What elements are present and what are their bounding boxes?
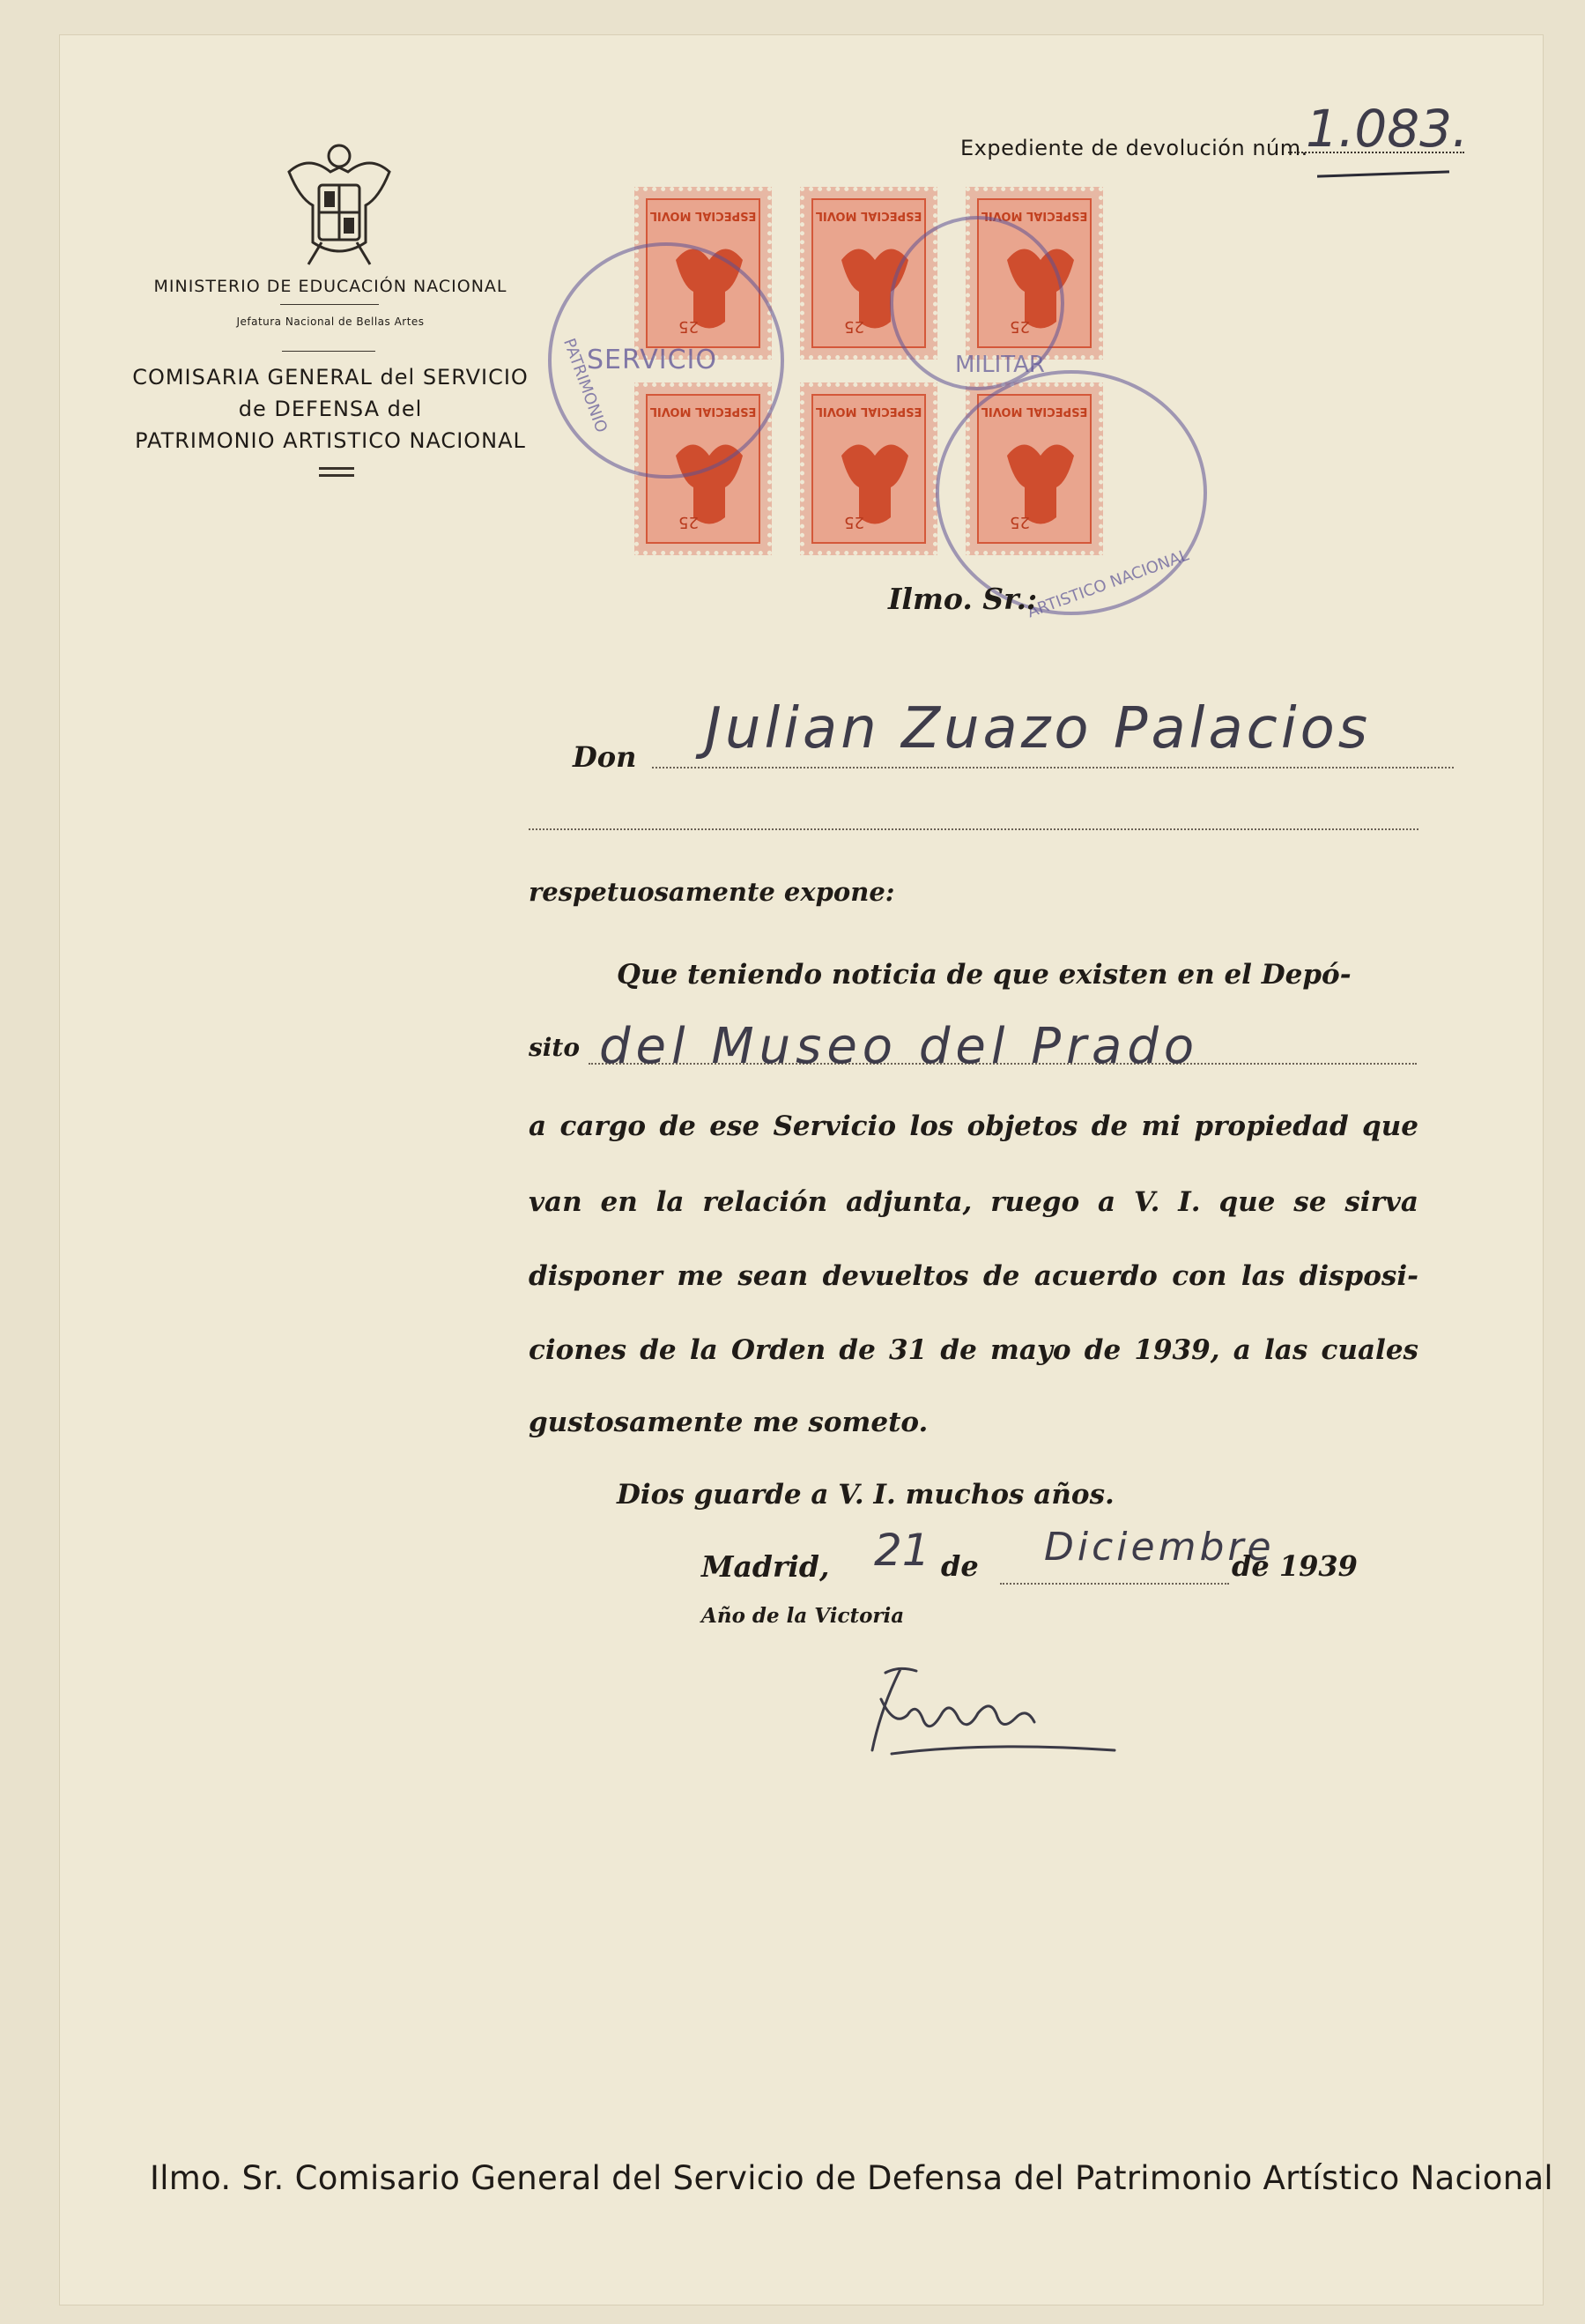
double-rule bbox=[319, 474, 354, 477]
applicant-dotted-line-2 bbox=[529, 828, 1418, 830]
intro-text: respetuosamente expone: bbox=[529, 877, 895, 907]
stamp-label: ESPECIAL MOVIL bbox=[649, 405, 757, 418]
body-line: Que teniendo noticia de que existen en el Depó- bbox=[617, 959, 1352, 991]
deposit-handwritten: del Museo del Prado bbox=[599, 1018, 1200, 1075]
date-de: de bbox=[941, 1549, 979, 1583]
seal-text: ARTISTICO NACIONAL bbox=[1025, 546, 1192, 622]
seal-text: MILITAR bbox=[955, 352, 1045, 378]
body-line: ciones de la Orden de 31 de mayo de 1939, a las cuales bbox=[529, 1334, 1418, 1366]
stamp-value: 25 bbox=[678, 513, 699, 531]
stamp-label: ESPECIAL MOVIL bbox=[815, 405, 922, 418]
double-rule bbox=[319, 467, 354, 470]
cancellation-seal bbox=[890, 216, 1064, 390]
body-line: a cargo de ese Servicio los objetos de mi propiedad que bbox=[529, 1110, 1418, 1142]
stamp-value: 25 bbox=[1010, 317, 1030, 336]
body-line: sito bbox=[529, 1033, 581, 1062]
stamp-label: ESPECIAL MOVIL bbox=[981, 405, 1088, 418]
date-year: de 1939 bbox=[1232, 1549, 1358, 1583]
signature bbox=[846, 1646, 1145, 1761]
ministry-name: MINISTERIO DE EDUCACIÓN NACIONAL bbox=[153, 277, 507, 296]
date-day-handwritten: 21 bbox=[874, 1525, 930, 1576]
cancellation-seal bbox=[548, 242, 784, 479]
seal-text: PATRIMONIO bbox=[559, 336, 611, 435]
seal-text: SERVICIO bbox=[587, 345, 717, 375]
victoria-text: Año de la Victoria bbox=[701, 1604, 905, 1628]
expediente-label: Expediente de devolución núm. bbox=[960, 136, 1308, 160]
comisaria-line-3: PATRIMONIO ARTISTICO NACIONAL bbox=[135, 428, 526, 453]
eagle-icon bbox=[833, 429, 917, 535]
date-city: Madrid, bbox=[701, 1549, 830, 1584]
stamp-label: ESPECIAL MOVIL bbox=[981, 209, 1088, 222]
fiscal-stamp bbox=[800, 382, 937, 555]
stamp-value: 25 bbox=[844, 513, 864, 531]
footer-addressee: Ilmo. Sr. Comisario General del Servicio de Defensa del Patrimonio Artístico Nacional bbox=[150, 2159, 1553, 2197]
stamp-label: ESPECIAL MOVIL bbox=[649, 209, 757, 222]
applicant-dotted-line bbox=[652, 767, 1454, 768]
expediente-number: 1.083. bbox=[1306, 99, 1469, 159]
coat-of-arms-icon bbox=[282, 137, 396, 269]
closing-line: Dios guarde a V. I. muchos años. bbox=[617, 1479, 1115, 1511]
comisaria-line-1: COMISARIA GENERAL del SERVICIO bbox=[132, 365, 529, 390]
divider bbox=[280, 304, 379, 305]
stamp-label: ESPECIAL MOVIL bbox=[815, 209, 922, 222]
body-line: disponer me sean devueltos de acuerdo con las disposi- bbox=[529, 1260, 1418, 1292]
date-dotted-line bbox=[1000, 1583, 1229, 1585]
salutation: Ilmo. Sr.: bbox=[888, 582, 1038, 616]
stamp-value: 25 bbox=[1010, 513, 1030, 531]
stamp-value: 25 bbox=[844, 317, 864, 336]
divider bbox=[282, 351, 375, 352]
applicant-name-handwritten: Julian Zuazo Palacios bbox=[705, 696, 1372, 761]
comisaria-line-2: de DEFENSA del bbox=[238, 397, 423, 421]
applicant-prefix: Don bbox=[573, 740, 637, 774]
body-line: gustosamente me someto. bbox=[529, 1407, 929, 1438]
cancellation-seal bbox=[936, 370, 1207, 622]
jefatura-name: Jefatura Nacional de Bellas Artes bbox=[236, 316, 425, 328]
stamp-value: 25 bbox=[678, 317, 699, 336]
body-line: van en la relación adjunta, ruego a V. I. que se sirva bbox=[529, 1186, 1418, 1218]
date-month-handwritten: Diciembre bbox=[1044, 1525, 1275, 1570]
stamp-frame bbox=[811, 394, 926, 544]
